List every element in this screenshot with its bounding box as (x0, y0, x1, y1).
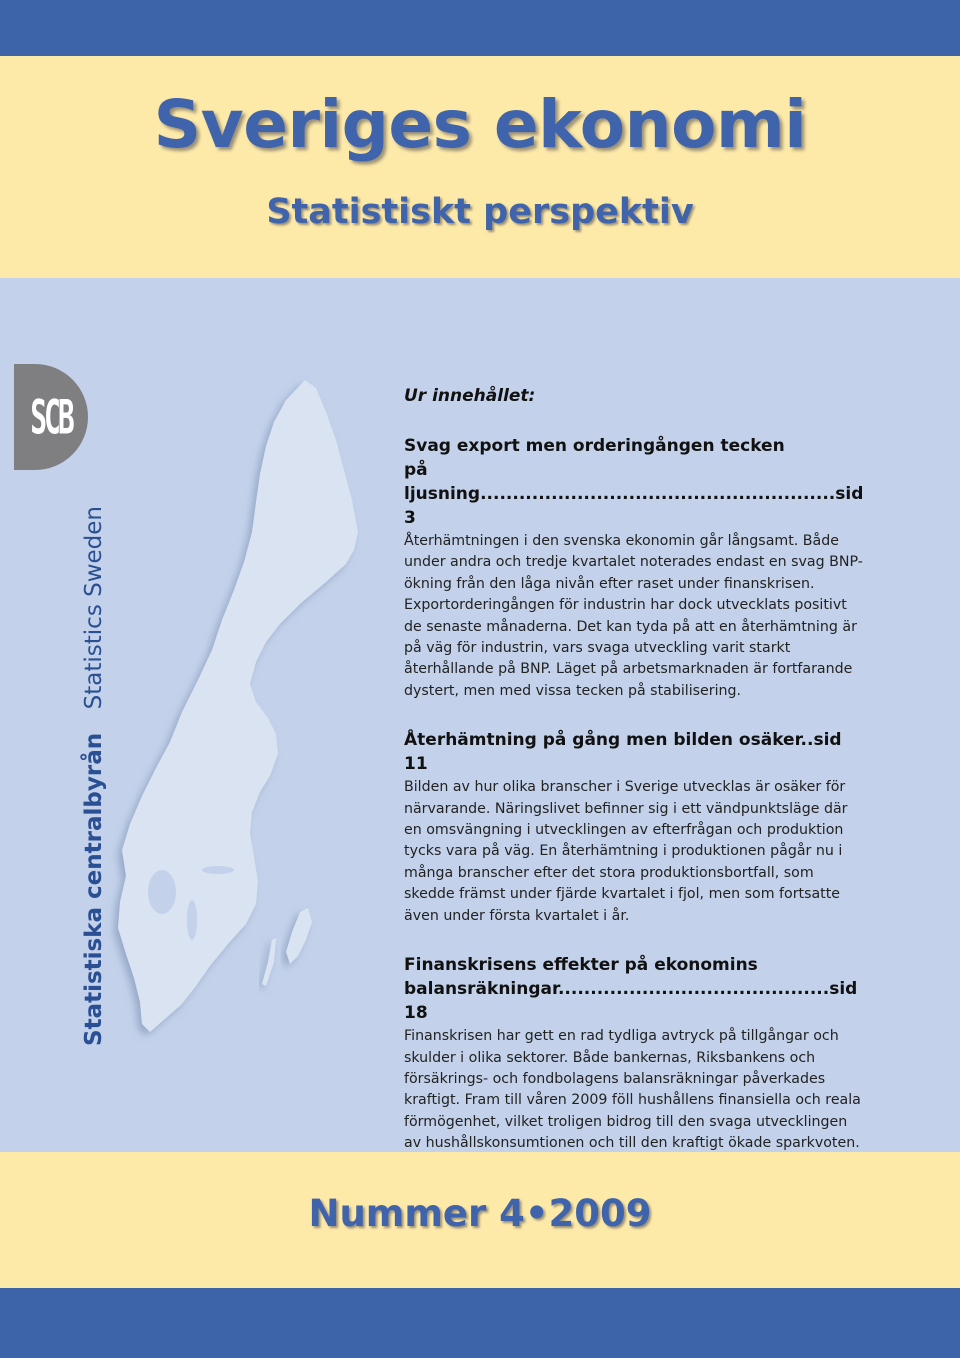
top-color-bar (0, 0, 960, 56)
sweden-mainland-shape (118, 380, 358, 1032)
lake-vattern-shape (187, 900, 197, 940)
toc-article-1 (404, 434, 864, 702)
lake-vanern-shape (148, 870, 176, 914)
gotland-island-shape (286, 908, 312, 964)
scb-logo (14, 364, 88, 470)
oland-island-shape (262, 938, 276, 986)
publication-title: Sveriges ekonomi (153, 86, 807, 163)
bottom-color-bar (0, 1288, 960, 1358)
toc-article-3 (404, 953, 864, 1154)
table-of-contents (404, 386, 864, 1181)
article-2-summary: Bilden av hur olika branscher i Sverige utvecklas är osäker för närvarande. Näringslivet befinner sig i ett vändpunktsläge där en omsvängning i utvecklingen av efterfrågan och produktion tycks vara på väg. En återhämtning i produktionen pågår nu i många branscher efter det stora produktionsbortfall, som skedde främst under fjärde kvartalet i fjol, men som fortsatte även under första kvartalet i år. (404, 779, 848, 924)
article-2-title: Återhämtning på gång men bilden osäker..sid 11 (404, 730, 842, 775)
title-band (0, 56, 960, 278)
sweden-map (100, 372, 370, 1052)
article-1-title-line2: på ljusning (404, 460, 481, 504)
agency-name-swedish: Statistiska centralbyrån (81, 732, 107, 1046)
article-3-title-line2: balansräkningar (404, 979, 558, 1000)
article-2-title-line1: Återhämtning på gång men bilden osäker (404, 730, 801, 751)
toc-article-2 (404, 728, 864, 927)
toc-heading: Ur innehållet: (404, 386, 536, 406)
article-2-page: sid 11 (404, 730, 842, 775)
issue-number: Nummer 4•2009 (308, 1192, 652, 1235)
article-1-title-line1: Svag export men orderingången tecken (404, 436, 785, 456)
scb-logo-text: SCB (30, 388, 72, 446)
article-1-summary: Återhämtningen i den svenska ekonomin går långsamt. Både under andra och tredje kvartalet noterades endast en svag BNP-ökning från den låga nivån efter raset under finanskrisen. Exportorderingången för industrin har dock utvecklats positivt de senaste månaderna. Det kan tyda på att en återhämtning är på väg för industrin, vars svaga utveckling varit starkt återhållande på BNP. Läget på arbetsmarknaden är fortfarande dystert, men med vissa tecken på stabilisering. (404, 533, 863, 699)
article-3-page: sid 18 (404, 979, 858, 1024)
issue-band (0, 1152, 960, 1288)
lake-malaren-shape (202, 866, 234, 874)
article-3-summary: Finanskrisen har gett en rad tydliga avtryck på tillgångar och skulder i olika sektorer. Både bankernas, Riksbankens och försäkrings- och fondbolagens balansräkningar påverkades kraftigt. Fram till våren 2009 föll hushållens finansiella och reala förmögenhet, vilket troligen bidrog till den svaga utvecklingen av hushållskonsumtionen och till den kraftigt ökade sparkvoten. (404, 1028, 861, 1152)
agency-name-english: Statistics Sweden (81, 506, 107, 710)
article-1-title: Svag export men orderingången tecken på ljusning.......................................................sid 3 (404, 436, 864, 528)
article-3-title: Finanskrisens effekter på ekonomins balansräkningar..........................................sid 18 (404, 955, 858, 1024)
article-3-title-line1: Finanskrisens effekter på ekonomins (404, 955, 758, 976)
article-1-page: sid 3 (404, 484, 864, 528)
publication-subtitle: Statistiskt perspektiv (266, 192, 694, 232)
